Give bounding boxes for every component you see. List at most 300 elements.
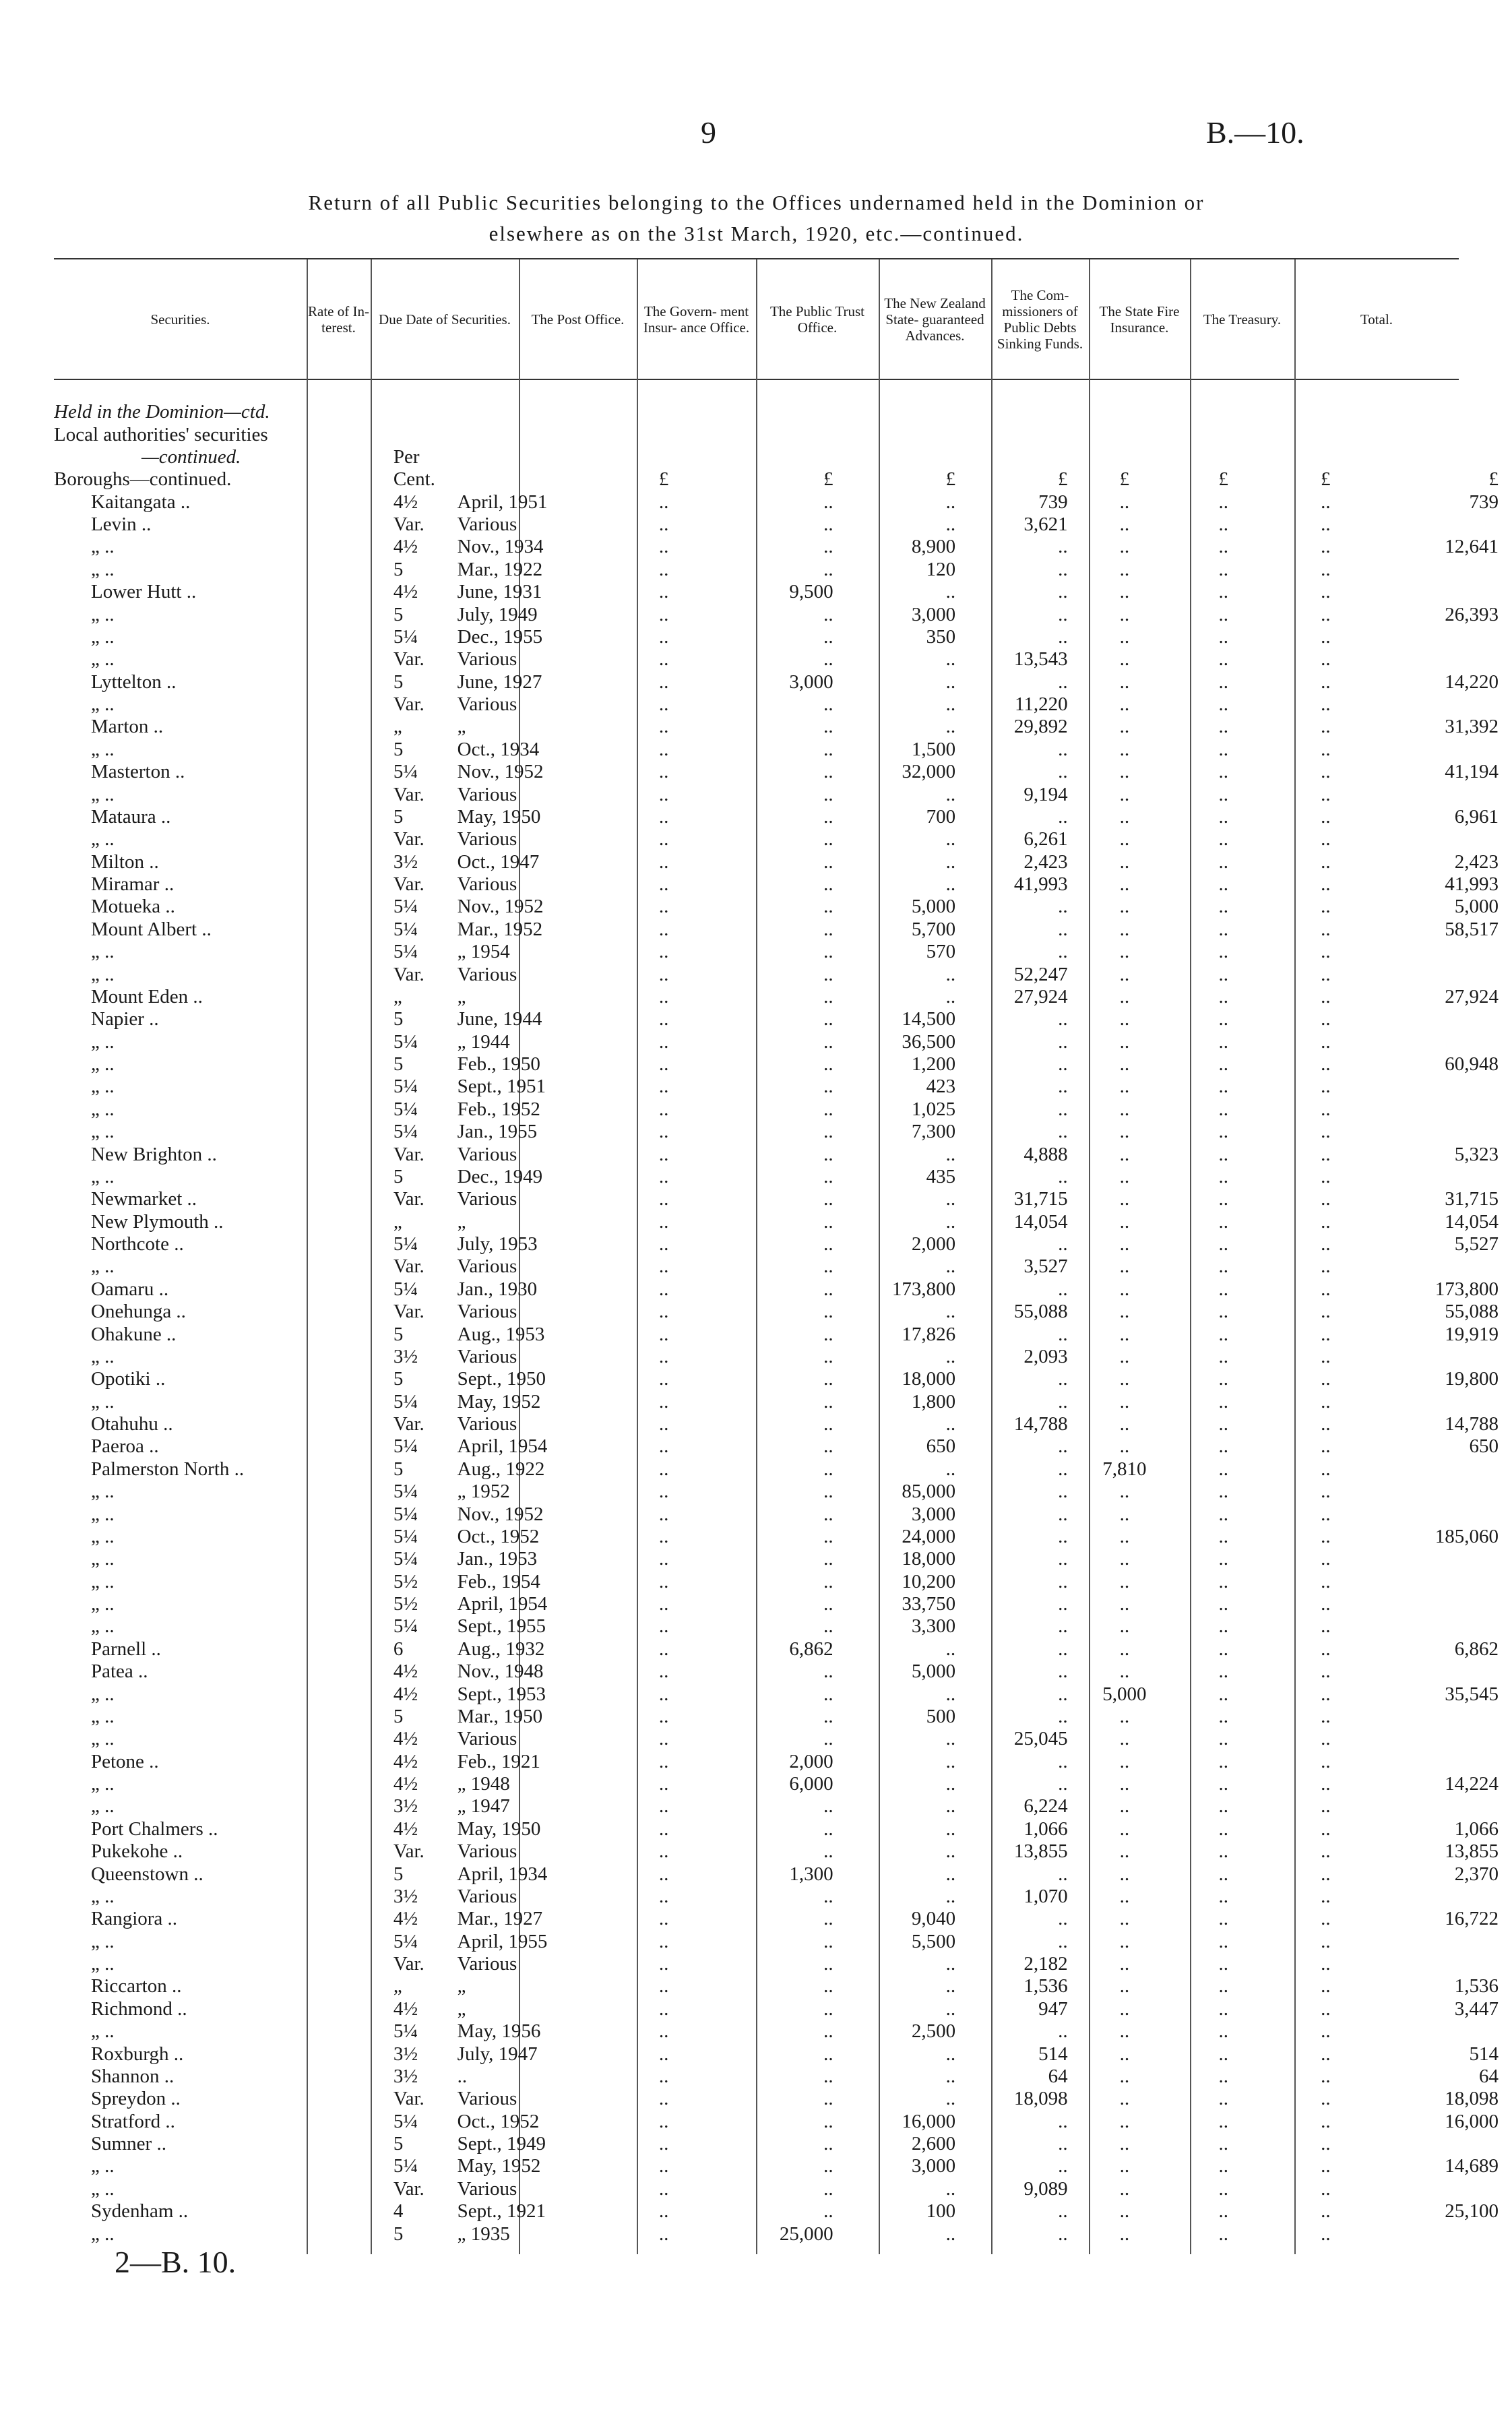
table-cell: .. xyxy=(1218,1997,1228,2020)
table-cell: .. xyxy=(945,2223,956,2245)
table-cell: .. xyxy=(823,1121,833,1143)
table-cell: .. xyxy=(1218,738,1228,760)
table-cell: .. xyxy=(1119,1435,1130,1458)
table-cell: .. xyxy=(1321,2155,1331,2177)
table-cell xyxy=(1076,401,1174,423)
table-row xyxy=(54,873,1512,896)
table-cell: Held in the Dominion—ctd. xyxy=(54,401,270,423)
table-cell: .. xyxy=(823,1997,833,2020)
table-cell: Feb., 1952 xyxy=(457,1098,540,1120)
table-cell: 1,200 xyxy=(911,1053,956,1076)
header-securities: Securities. xyxy=(150,311,210,328)
table-row xyxy=(54,1526,1512,1548)
table-cell: .. xyxy=(1321,941,1331,963)
table-cell: .. xyxy=(658,2200,669,2223)
table-cell xyxy=(458,446,605,468)
table-cell: .. xyxy=(1119,738,1130,760)
table-cell: .. xyxy=(1119,1548,1130,1570)
table-cell: £ xyxy=(945,468,956,491)
table-cell: 41,993 xyxy=(1013,873,1068,896)
table-cell: .. xyxy=(1218,603,1228,625)
table-cell: .. xyxy=(1321,985,1331,1007)
table-cell: .. xyxy=(1218,1705,1228,1727)
table-cell: Various xyxy=(457,1413,517,1435)
table-cell: .. xyxy=(1058,671,1068,693)
table-cell: .. xyxy=(1119,1593,1130,1615)
table-cell: .. xyxy=(1218,2133,1228,2155)
table-cell: .. xyxy=(1218,1683,1228,1705)
table-cell: .. xyxy=(658,1301,669,1323)
table-cell: „ 1954 xyxy=(457,941,510,963)
table-cell: .. xyxy=(823,2155,833,2177)
table-cell: Paeroa .. xyxy=(91,1435,159,1458)
table-cell: .. xyxy=(658,2088,669,2110)
table-cell: .. xyxy=(823,1885,833,1907)
table-cell: .. xyxy=(823,1930,833,1952)
table-cell: .. xyxy=(1218,805,1228,828)
table-cell: 19,919 xyxy=(1445,1323,1499,1345)
table-cell: .. xyxy=(1321,1121,1331,1143)
table-cell: 29,892 xyxy=(1013,716,1068,738)
table-cell: Var. xyxy=(393,1301,424,1323)
table-cell: Var. xyxy=(393,873,424,896)
table-cell: .. xyxy=(1218,2110,1228,2132)
table-cell: .. xyxy=(1321,1773,1331,1795)
table-cell: .. xyxy=(1058,1030,1068,1053)
table-cell: .. xyxy=(1218,1930,1228,1952)
table-cell: Var. xyxy=(393,2088,424,2110)
table-cell: .. xyxy=(823,1323,833,1345)
table-cell: „ .. xyxy=(91,1503,115,1525)
table-cell: .. xyxy=(823,648,833,671)
table-cell: .. xyxy=(823,1818,833,1840)
table-cell: 36,500 xyxy=(902,1030,956,1053)
table-cell: .. xyxy=(658,1255,669,1278)
table-cell: .. xyxy=(1321,2065,1331,2087)
table-cell: 16,000 xyxy=(902,2110,956,2132)
table-cell: .. xyxy=(1058,1503,1068,1525)
table-cell: .. xyxy=(1218,1818,1228,1840)
table-cell xyxy=(1377,1795,1512,1818)
table-cell: .. xyxy=(1321,1435,1331,1458)
table-cell: .. xyxy=(1218,693,1228,716)
table-cell: .. xyxy=(1218,1210,1228,1233)
table-cell: .. xyxy=(1119,693,1130,716)
table-cell: .. xyxy=(1119,1165,1130,1187)
table-cell: Various xyxy=(457,1301,517,1323)
table-cell: .. xyxy=(1119,491,1130,513)
table-cell: April, 1951 xyxy=(457,491,548,513)
table-cell: .. xyxy=(1321,1908,1331,1930)
table-cell: .. xyxy=(1058,2200,1068,2223)
table-cell: .. xyxy=(1119,2110,1130,2132)
table-row xyxy=(54,1053,1512,1076)
table-row xyxy=(54,2043,1512,2065)
table-cell: 9,089 xyxy=(1023,2177,1068,2200)
table-row xyxy=(54,401,1512,423)
table-cell: 5¼ xyxy=(393,1076,418,1098)
table-cell: .. xyxy=(1218,896,1228,918)
table-cell: Queenstown .. xyxy=(91,1863,203,1885)
table-cell: 514 xyxy=(1038,2043,1068,2065)
table-cell: .. xyxy=(823,963,833,985)
table-cell: .. xyxy=(945,581,956,603)
table-row xyxy=(54,2200,1512,2223)
table-cell: £ xyxy=(1119,468,1130,491)
table-cell: 25,000 xyxy=(779,2223,833,2245)
table-row xyxy=(54,2223,1512,2245)
table-cell: .. xyxy=(658,941,669,963)
table-cell: £ xyxy=(1058,468,1068,491)
table-cell: 6 xyxy=(393,1638,404,1660)
table-cell: 35,545 xyxy=(1445,1683,1499,1705)
table-cell: .. xyxy=(1119,1795,1130,1818)
table-cell: 5¼ xyxy=(393,761,418,783)
table-cell: .. xyxy=(823,1593,833,1615)
table-cell: „ .. xyxy=(91,2223,115,2245)
table-cell: .. xyxy=(658,1481,669,1503)
table-cell: .. xyxy=(1119,536,1130,558)
table-cell: Aug., 1922 xyxy=(457,1458,545,1480)
table-cell: .. xyxy=(945,1997,956,2020)
table-cell: 14,054 xyxy=(1013,1210,1068,1233)
table-cell: „ .. xyxy=(91,1705,115,1727)
table-cell xyxy=(1377,1593,1512,1615)
table-row xyxy=(54,986,1512,1008)
table-cell: .. xyxy=(1321,625,1331,648)
table-cell xyxy=(1377,1008,1512,1030)
table-cell: Various xyxy=(457,1188,517,1210)
table-cell: 5¼ xyxy=(393,1121,418,1143)
table-row xyxy=(54,2155,1512,2177)
table-cell: .. xyxy=(1058,1638,1068,1660)
table-cell: .. xyxy=(658,828,669,850)
table-cell: .. xyxy=(823,1368,833,1390)
table-cell: Sept., 1951 xyxy=(457,1076,546,1098)
table-cell: .. xyxy=(658,1953,669,1975)
table-cell: .. xyxy=(1321,850,1331,873)
table-row xyxy=(54,1908,1512,1930)
table-cell: 5 xyxy=(393,1008,404,1030)
table-cell: .. xyxy=(945,648,956,671)
table-cell: .. xyxy=(1321,1368,1331,1390)
table-cell: 5¼ xyxy=(393,941,418,963)
table-row xyxy=(54,1751,1512,1773)
table-cell: .. xyxy=(1321,2133,1331,2155)
table-cell: .. xyxy=(1321,2177,1331,2200)
table-cell: .. xyxy=(1119,1885,1130,1907)
table-cell: Dec., 1955 xyxy=(457,625,543,648)
table-cell: .. xyxy=(658,2110,669,2132)
table-cell: .. xyxy=(1218,1750,1228,1772)
table-cell: .. xyxy=(1321,1661,1331,1683)
table-cell xyxy=(1377,1121,1512,1143)
table-cell xyxy=(1377,1481,1512,1503)
table-cell: 1,070 xyxy=(1023,1885,1068,1907)
table-cell: Var. xyxy=(393,514,424,536)
table-cell: Boroughs—continued. xyxy=(54,468,232,491)
table-cell: .. xyxy=(1321,896,1331,918)
table-cell xyxy=(1377,2178,1512,2200)
table-cell: .. xyxy=(1321,1345,1331,1367)
table-cell xyxy=(1377,1346,1512,1368)
table-cell: .. xyxy=(658,761,669,783)
table-cell: „ 1935 xyxy=(457,2223,510,2245)
table-cell: June, 1927 xyxy=(457,671,542,693)
table-cell: 13,855 xyxy=(1445,1840,1499,1863)
table-cell: .. xyxy=(1321,805,1331,828)
table-cell: .. xyxy=(1218,1615,1228,1638)
table-cell: .. xyxy=(1321,603,1331,625)
table-cell: .. xyxy=(945,828,956,850)
table-cell: .. xyxy=(658,896,669,918)
table-row xyxy=(54,739,1512,761)
table-cell xyxy=(964,423,1076,445)
table-cell: 739 xyxy=(1469,491,1499,513)
table-cell: .. xyxy=(1321,738,1331,760)
table-cell: 947 xyxy=(1038,1997,1068,2020)
table-cell: 14,500 xyxy=(902,1008,956,1030)
table-cell: 5,000 xyxy=(1102,1683,1147,1705)
table-cell: 5 xyxy=(393,603,404,625)
table-row xyxy=(54,1548,1512,1570)
table-cell: „ .. xyxy=(91,1098,115,1120)
table-cell: 5 xyxy=(393,2133,404,2155)
table-cell: .. xyxy=(1321,1301,1331,1323)
table-cell: .. xyxy=(1058,625,1068,648)
table-cell: „ xyxy=(393,716,402,738)
table-cell: April, 1954 xyxy=(457,1435,548,1458)
table-cell: July, 1949 xyxy=(457,603,538,625)
table-cell: 2,423 xyxy=(1023,850,1068,873)
table-row xyxy=(54,536,1512,558)
table-cell: .. xyxy=(945,1638,956,1660)
table-cell: 3,000 xyxy=(789,671,833,693)
table-cell: Pukekohe .. xyxy=(91,1840,183,1863)
table-cell: .. xyxy=(945,873,956,896)
table-cell: .. xyxy=(1058,1548,1068,1570)
table-cell xyxy=(1377,626,1512,648)
table-cell: .. xyxy=(1321,1053,1331,1076)
table-cell: Various xyxy=(457,828,517,850)
table-cell: .. xyxy=(1218,1593,1228,1615)
table-cell: 5¼ xyxy=(393,1930,418,1952)
table-cell: „ .. xyxy=(91,1481,115,1503)
table-cell: .. xyxy=(1119,963,1130,985)
table-row xyxy=(54,716,1512,738)
table-cell: .. xyxy=(823,603,833,625)
table-cell: .. xyxy=(1321,716,1331,738)
table-cell: .. xyxy=(1119,1255,1130,1278)
table-cell: .. xyxy=(823,1705,833,1727)
table-row xyxy=(54,1098,1512,1121)
table-cell: .. xyxy=(1058,1053,1068,1076)
table-cell: Richmond .. xyxy=(91,1997,187,2020)
table-row xyxy=(54,1346,1512,1368)
table-cell: .. xyxy=(1321,1255,1331,1278)
table-cell: Palmerston North .. xyxy=(91,1458,245,1480)
table-cell: 85,000 xyxy=(902,1481,956,1503)
table-cell: .. xyxy=(1218,1458,1228,1480)
table-cell: .. xyxy=(658,738,669,760)
table-cell: .. xyxy=(823,1165,833,1187)
table-cell: 12,641 xyxy=(1445,536,1499,558)
table-cell: .. xyxy=(1218,1008,1228,1030)
table-cell: .. xyxy=(823,1098,833,1120)
table-cell: Aug., 1932 xyxy=(457,1638,545,1660)
table-cell: .. xyxy=(945,1728,956,1750)
table-row xyxy=(54,1503,1512,1525)
table-cell: .. xyxy=(1058,1233,1068,1255)
table-cell: 173,800 xyxy=(1435,1278,1499,1300)
table-cell: .. xyxy=(658,1143,669,1165)
table-cell: .. xyxy=(1119,941,1130,963)
table-cell: 26,393 xyxy=(1445,603,1499,625)
table-row xyxy=(54,1593,1512,1615)
table-cell: .. xyxy=(658,1525,669,1547)
table-row xyxy=(54,1931,1512,1953)
table-cell: .. xyxy=(823,2043,833,2065)
table-cell: .. xyxy=(1058,1458,1068,1480)
table-cell xyxy=(842,423,964,445)
table-cell: „ .. xyxy=(91,1953,115,1975)
table-cell: 5¼ xyxy=(393,1278,418,1300)
table-cell: .. xyxy=(1218,648,1228,671)
table-cell: .. xyxy=(1321,2020,1331,2043)
table-cell: .. xyxy=(945,671,956,693)
table-cell: „ .. xyxy=(91,1345,115,1367)
table-cell: .. xyxy=(1058,558,1068,580)
table-cell: .. xyxy=(658,1750,669,1772)
table-cell: 5 xyxy=(393,1705,404,1727)
table-cell: „ .. xyxy=(91,963,115,985)
table-cell: .. xyxy=(1218,2088,1228,2110)
table-cell: April, 1934 xyxy=(457,1863,548,1885)
table-cell: .. xyxy=(1218,1255,1228,1278)
table-cell: 31,715 xyxy=(1013,1188,1068,1210)
table-row xyxy=(54,941,1512,963)
table-row xyxy=(54,1481,1512,1503)
table-cell: „ .. xyxy=(91,1885,115,1907)
table-cell: .. xyxy=(1218,1030,1228,1053)
table-cell: .. xyxy=(658,918,669,940)
table-cell: „ .. xyxy=(91,1795,115,1818)
table-cell: .. xyxy=(1218,1840,1228,1863)
table-cell: .. xyxy=(1119,1773,1130,1795)
table-cell: .. xyxy=(1321,1413,1331,1435)
table-cell: Sept., 1955 xyxy=(457,1615,546,1638)
table-cell: .. xyxy=(945,1210,956,1233)
table-cell: .. xyxy=(945,1773,956,1795)
table-cell: 3,527 xyxy=(1023,1255,1068,1278)
table-row xyxy=(54,1301,1512,1323)
table-cell: .. xyxy=(1058,761,1068,783)
table-cell: 3,000 xyxy=(911,603,956,625)
table-cell: .. xyxy=(1321,1615,1331,1638)
table-row xyxy=(54,896,1512,918)
table-cell: „ .. xyxy=(91,603,115,625)
table-cell: Mataura .. xyxy=(91,805,171,828)
table-cell: .. xyxy=(823,1255,833,1278)
table-cell: 33,750 xyxy=(902,1593,956,1615)
table-cell: .. xyxy=(945,1458,956,1480)
table-cell: „ .. xyxy=(91,693,115,716)
table-cell: .. xyxy=(658,1975,669,1997)
table-cell: .. xyxy=(1058,581,1068,603)
table-cell: .. xyxy=(658,1210,669,1233)
table-cell: 5¼ xyxy=(393,1548,418,1570)
header-public-trust: The Public Trust Office. xyxy=(769,303,865,336)
table-row xyxy=(54,2133,1512,2155)
table-cell: „ xyxy=(393,1210,402,1233)
table-cell: .. xyxy=(1218,536,1228,558)
table-cell: .. xyxy=(823,1548,833,1570)
table-cell: Mount Eden .. xyxy=(91,985,203,1007)
table-cell: .. xyxy=(658,1570,669,1592)
table-cell: .. xyxy=(1321,1143,1331,1165)
table-cell: „ xyxy=(457,1210,466,1233)
table-cell: Various xyxy=(457,2177,517,2200)
table-cell: .. xyxy=(823,716,833,738)
table-cell: .. xyxy=(1218,1548,1228,1570)
table-cell: „ 1947 xyxy=(457,1795,510,1818)
table-cell: .. xyxy=(1218,1481,1228,1503)
table-cell: .. xyxy=(1119,1975,1130,1997)
table-cell: .. xyxy=(1321,693,1331,716)
table-cell: 5¼ xyxy=(393,896,418,918)
table-cell: 4½ xyxy=(393,1818,418,1840)
table-cell: .. xyxy=(823,1278,833,1300)
table-cell: .. xyxy=(823,558,833,580)
table-cell: .. xyxy=(658,1548,669,1570)
table-cell: .. xyxy=(1321,2110,1331,2132)
table-cell: Sept., 1949 xyxy=(457,2133,546,2155)
table-cell: .. xyxy=(1218,985,1228,1007)
table-cell: .. xyxy=(1321,828,1331,850)
table-row xyxy=(54,1975,1512,1997)
table-cell: .. xyxy=(945,1885,956,1907)
table-cell: 5 xyxy=(393,2223,404,2245)
table-cell: .. xyxy=(1119,1278,1130,1300)
table-cell: .. xyxy=(1218,1975,1228,1997)
table-cell: 25,100 xyxy=(1445,2200,1499,2223)
table-cell: .. xyxy=(823,1481,833,1503)
table-row xyxy=(54,559,1512,581)
table-cell: 31,715 xyxy=(1445,1188,1499,1210)
table-cell: 514 xyxy=(1469,2043,1499,2065)
table-cell: .. xyxy=(1119,1121,1130,1143)
table-cell: .. xyxy=(658,1818,669,1840)
table-cell: Oamaru .. xyxy=(91,1278,169,1300)
table-cell: .. xyxy=(1321,1323,1331,1345)
table-cell: .. xyxy=(658,716,669,738)
table-cell: 435 xyxy=(926,1165,956,1187)
table-cell: Various xyxy=(457,648,517,671)
table-cell: 24,000 xyxy=(902,1525,956,1547)
table-cell: 5¼ xyxy=(393,2110,418,2132)
table-cell: .. xyxy=(1058,1908,1068,1930)
table-cell: .. xyxy=(945,1818,956,1840)
table-cell: .. xyxy=(823,918,833,940)
table-cell: .. xyxy=(945,963,956,985)
table-cell: .. xyxy=(945,2065,956,2087)
table-cell: .. xyxy=(1321,1683,1331,1705)
table-cell: „ .. xyxy=(91,1683,115,1705)
table-cell xyxy=(1273,401,1377,423)
table-cell xyxy=(1377,1548,1512,1570)
table-cell: .. xyxy=(1058,1435,1068,1458)
table-cell: „ .. xyxy=(91,1525,115,1547)
